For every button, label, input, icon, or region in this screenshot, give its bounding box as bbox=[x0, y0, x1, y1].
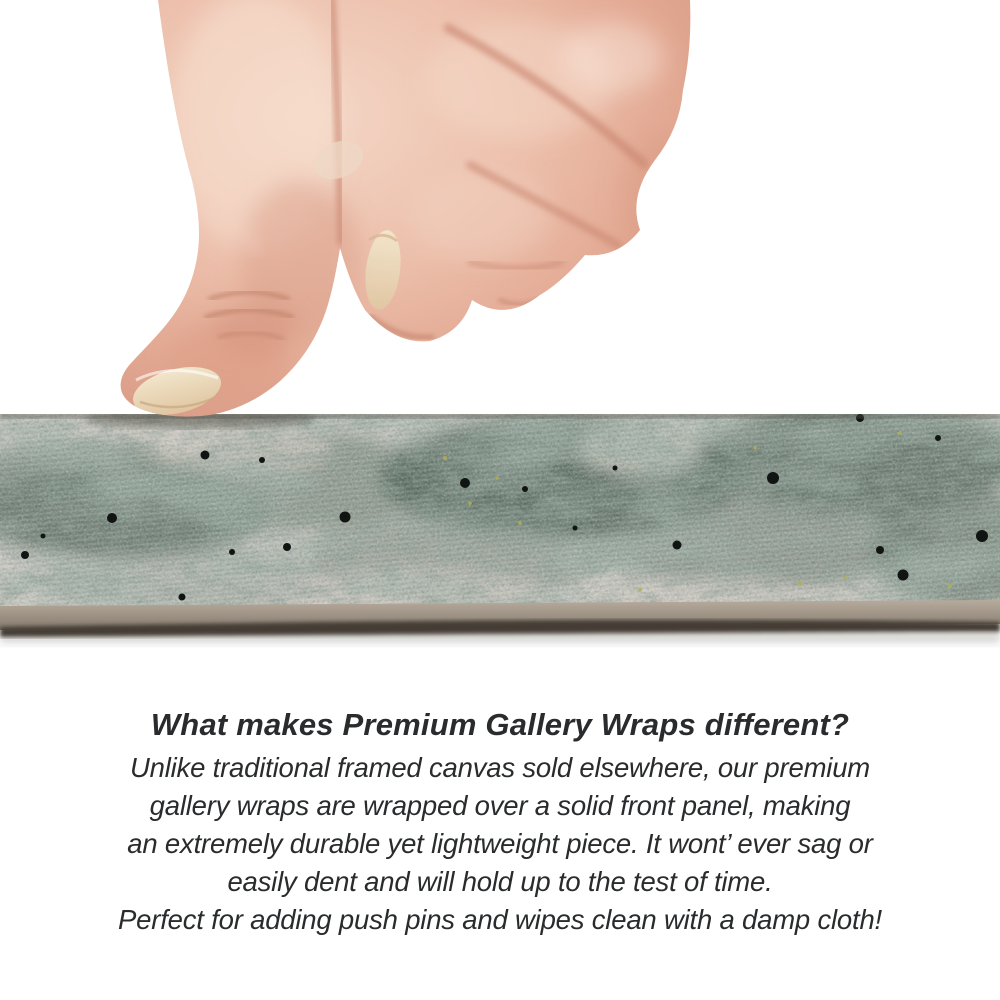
canvas-texture bbox=[0, 408, 1000, 610]
body-line-3: an extremely durable yet lightweight piece. It wont’ ever sag or bbox=[127, 828, 873, 859]
canvas-strip bbox=[0, 408, 1000, 648]
canvas-drop-shadow bbox=[0, 634, 1000, 646]
body-line-1: Unlike traditional framed canvas sold elsewhere, our premium bbox=[129, 752, 870, 783]
canvas-bottom-edge bbox=[0, 600, 1000, 646]
fist bbox=[121, 0, 700, 420]
body-line-2: gallery wraps are wrapped over a solid front panel, making bbox=[149, 790, 851, 821]
hand-photo bbox=[0, 0, 1000, 420]
headline: What makes Premium Gallery Wraps different? bbox=[150, 707, 850, 742]
marketing-copy bbox=[0, 706, 1000, 939]
body-line-5: Perfect for adding push pins and wipes clean with a damp cloth! bbox=[118, 904, 882, 935]
body-line-4: easily dent and will hold up to the test of time. bbox=[227, 866, 773, 897]
